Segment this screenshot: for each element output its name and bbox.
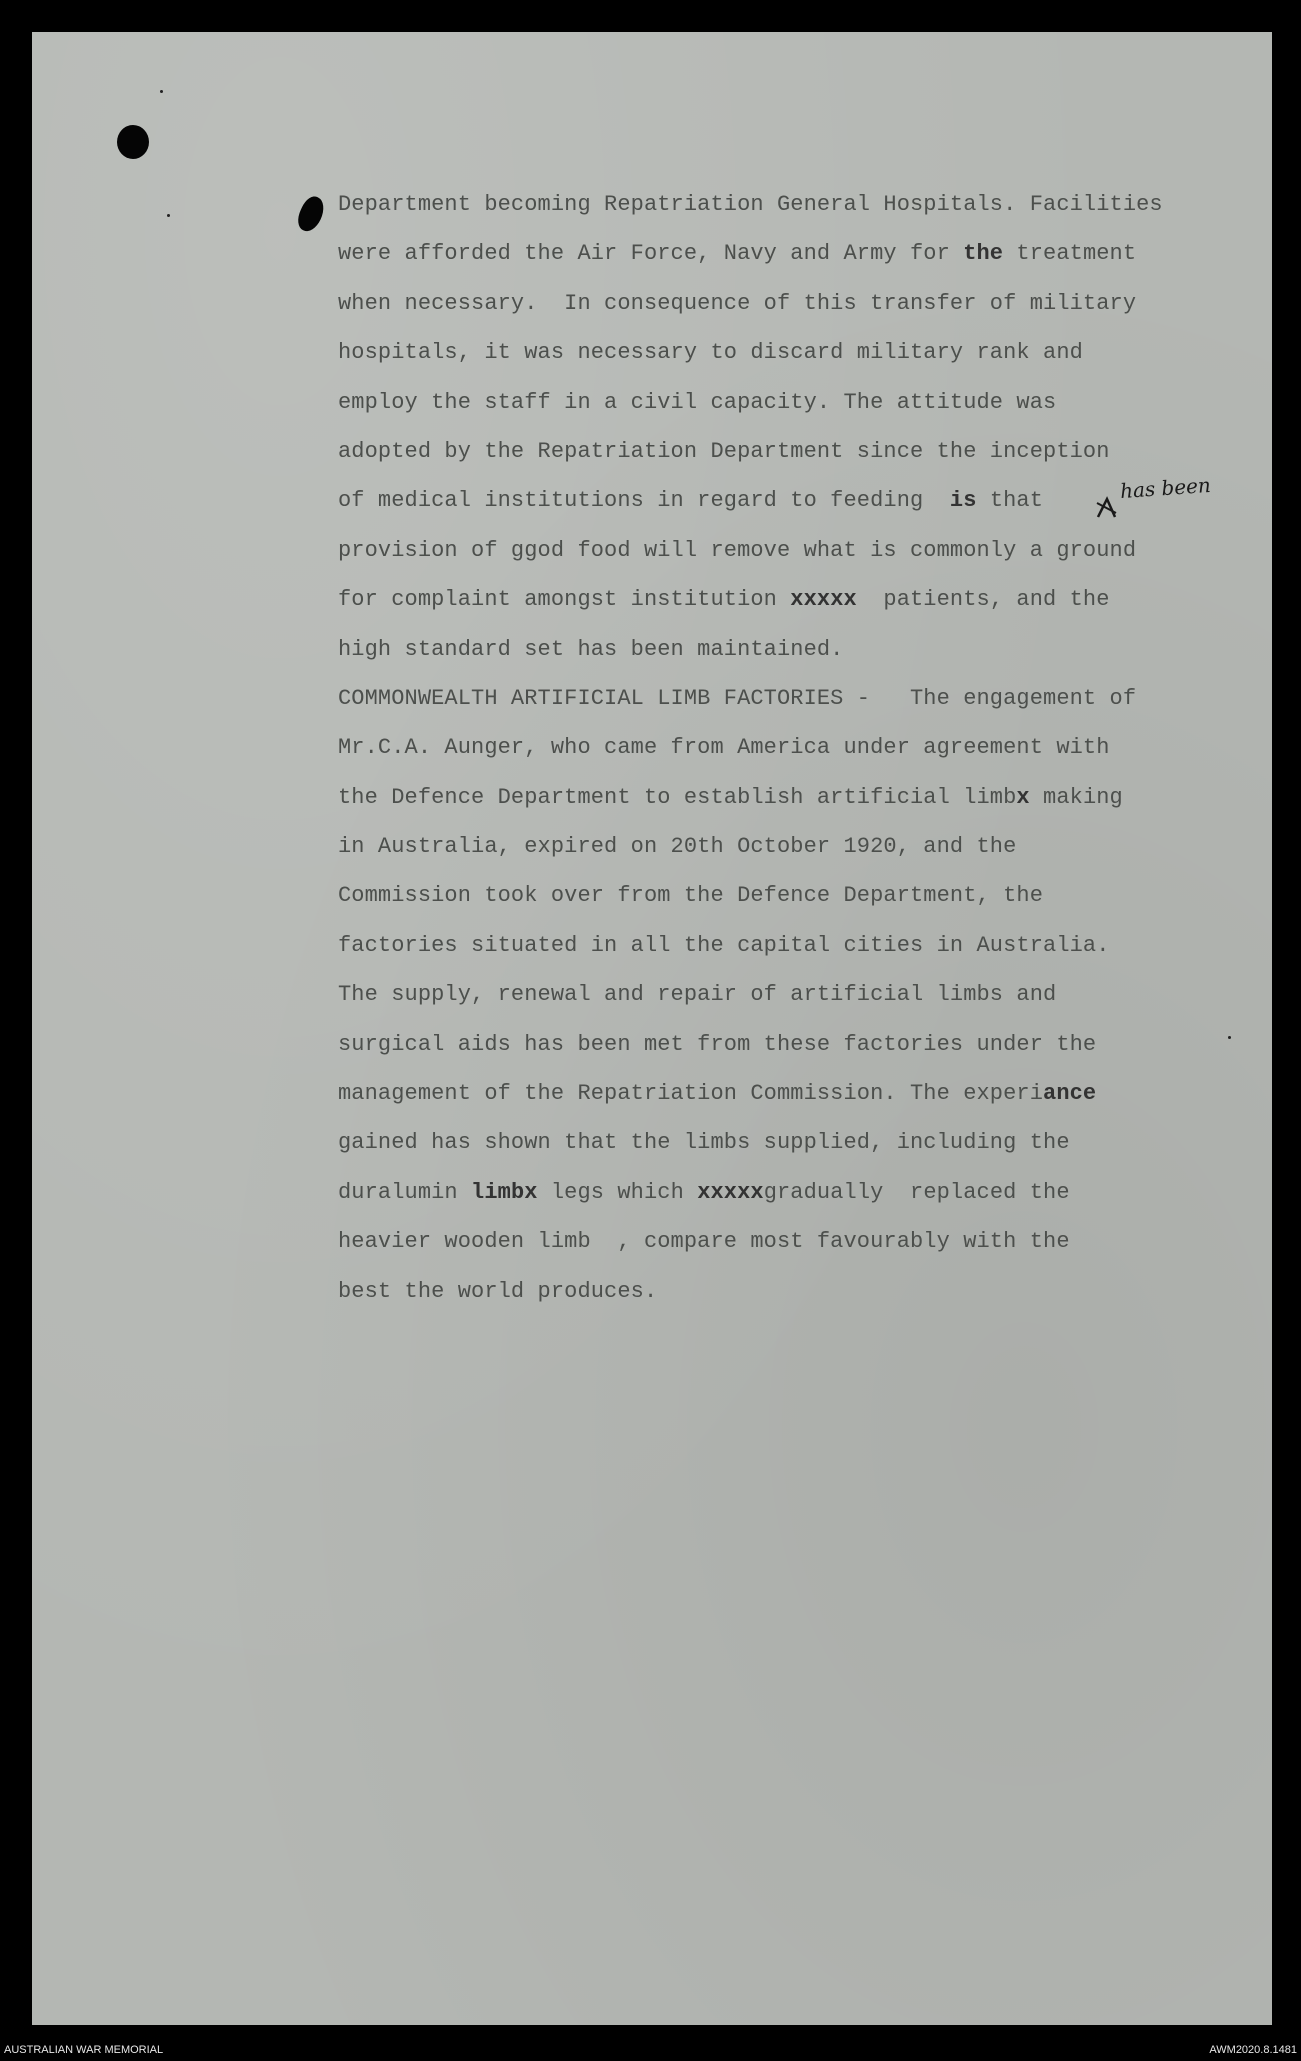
text-segment: for complaint amongst institution [338,587,791,613]
typed-body-text [338,180,1163,1316]
text-segment: Mr.C.A. Aunger, who came from America under agreement with [338,735,1110,761]
text-line [338,1168,1163,1217]
struck-out-text: the [963,241,1004,267]
text-line [338,773,1163,822]
text-segment: gained has shown that the limbs supplied, including the [338,1130,1070,1156]
text-segment: high standard set has been maintained. [338,636,844,662]
punch-hole [117,125,149,159]
text-line [338,427,1163,476]
text-segment: best the world produces. [338,1278,658,1304]
text-segment: management of the Repatriation Commission. The experi [338,1081,1044,1107]
struck-out-text: is [949,488,977,514]
text-line [338,822,1163,871]
footer-reference: AWM2020.8.1481 [1209,2044,1297,2056]
text-segment: COMMONWEALTH ARTIFICIAL LIMB FACTORIES - The engagement of [338,685,1137,711]
text-segment: duralumin [338,1179,472,1205]
footer-institution: AUSTRALIAN WAR MEMORIAL [4,2044,164,2056]
insertion-caret-icon [1095,495,1119,519]
text-segment: Commission took over from the Defence Department, the [338,883,1044,909]
struck-out-text: x [1016,784,1030,810]
text-line [338,921,1163,970]
text-segment: treatment [1003,241,1137,267]
text-line [338,674,1163,723]
text-segment: provision of ggod food will remove what is commonly a ground [338,537,1137,563]
text-line [338,625,1163,674]
text-segment: were afforded the Air Force, Navy and Army for [338,241,964,267]
text-line [338,575,1163,624]
text-line [338,328,1163,377]
handwritten-insertion: has been [1119,472,1212,504]
text-segment: The supply, renewal and repair of artificial limbs and [338,982,1057,1008]
text-segment: in Australia, expired on 20th October 1920, and the [338,834,1017,860]
text-segment: Department becoming Repatriation General Hospitals. Facilities [338,192,1163,217]
text-segment: when necessary. In consequence of this transfer of military [338,290,1137,316]
text-line [338,526,1163,575]
text-line [338,378,1163,427]
struck-out-text: xxxxx [790,587,857,613]
text-segment: hospitals, it was necessary to discard military rank and [338,340,1083,366]
text-segment: the Defence Department to establish artificial limb [338,784,1017,810]
text-line [338,1217,1163,1266]
text-segment: of medical institutions in regard to feeding [338,488,950,514]
paper-speck [1228,1036,1231,1039]
paper-speck [167,214,170,217]
punch-hole [293,193,328,235]
archive-footer [0,2041,1301,2061]
text-segment: factories situated in all the capital cities in Australia. [338,932,1110,958]
document-page [32,32,1272,2025]
struck-out-text: ance [1043,1081,1097,1107]
text-line [338,1020,1163,1069]
text-segment: adopted by the Repatriation Department since the inception [338,438,1110,464]
text-line [338,723,1163,772]
struck-out-text: xxxxx [697,1179,764,1205]
text-line [338,229,1163,278]
struck-out-text: limbx [471,1179,538,1205]
text-segment: patients, and the [856,587,1110,613]
paper-speck [160,90,163,93]
text-line [338,970,1163,1019]
text-line [338,279,1163,328]
text-line [338,476,1163,525]
text-segment: that [976,488,1044,514]
text-line [338,1069,1163,1118]
text-line [338,871,1163,920]
text-line [338,1267,1163,1316]
text-segment: surgical aids has been met from these factories under the [338,1031,1097,1057]
text-segment: heavier wooden limb , compare most favourably with the [338,1229,1070,1255]
text-segment: making [1029,784,1123,810]
text-segment: gradually replaced the [763,1179,1070,1205]
text-line [338,180,1163,229]
text-segment: legs which [537,1179,698,1205]
text-segment: employ the staff in a civil capacity. The attitude was [338,389,1057,415]
text-line [338,1118,1163,1167]
